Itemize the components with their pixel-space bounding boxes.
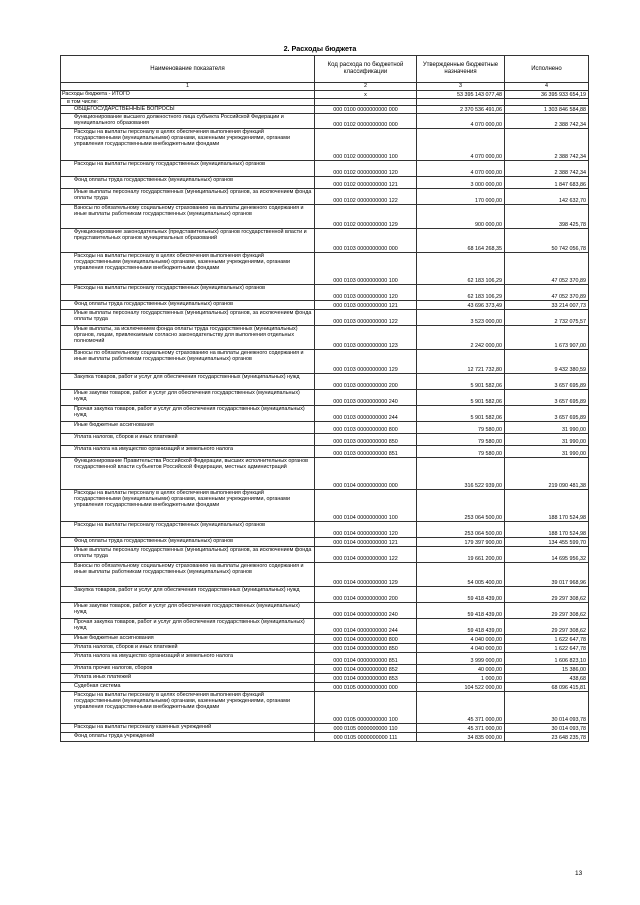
- row-code: 000 0104 0000000000 120: [315, 522, 417, 538]
- column-number: 2: [315, 83, 417, 91]
- row-code: 000 0105 0000000000 111: [315, 733, 417, 742]
- row-code: 000 0104 0000000000 100: [315, 490, 417, 522]
- table-row: [61, 683, 589, 692]
- row-code: 000 0102 0000000000 122: [315, 189, 417, 205]
- row-executed: 33 214 007,73: [505, 301, 589, 310]
- row-code: 000 0102 0000000000 121: [315, 177, 417, 189]
- row-executed: 68 096 415,81: [505, 683, 589, 692]
- row-executed: 50 742 056,78: [505, 229, 589, 253]
- row-approved: 316 522 939,00: [417, 458, 505, 490]
- row-executed: 1 622 647,78: [505, 644, 589, 653]
- row-executed: 1 606 823,10: [505, 653, 589, 665]
- row-code: [315, 99, 417, 106]
- row-executed: 188 170 524,98: [505, 522, 589, 538]
- page-number: 13: [575, 870, 583, 877]
- row-executed: 219 090 481,38: [505, 458, 589, 490]
- row-code: 000 0104 0000000000 244: [315, 619, 417, 635]
- row-name: Уплата налога на имущество организаций и земельного налога: [61, 653, 315, 665]
- table-row: [61, 326, 589, 350]
- row-name: Уплата налога на имущество организаций и земельного налога: [61, 446, 315, 458]
- row-approved: 179 397 900,00: [417, 538, 505, 547]
- row-code: 000 0103 0000000000 200: [315, 374, 417, 390]
- row-name: в том числе:: [61, 99, 315, 106]
- row-name: Расходы на выплаты персоналу в целях обеспечения выполнения функций государственными (муниципальными) органами, казенными учреждениями, органами управления государственными внебюджетными фондами: [61, 129, 315, 161]
- row-approved: 79 580,00: [417, 434, 505, 446]
- row-executed: 134 455 599,70: [505, 538, 589, 547]
- row-approved: 4 070 000,00: [417, 161, 505, 177]
- row-executed: 31 990,00: [505, 446, 589, 458]
- row-name: ОБЩЕГОСУДАРСТВЕННЫЕ ВОПРОСЫ: [61, 106, 315, 114]
- header-code: Код расхода по бюджетной классификации: [315, 56, 417, 83]
- row-approved: 1 000,00: [417, 674, 505, 683]
- row-approved: 4 070 000,00: [417, 114, 505, 129]
- row-approved: 59 418 439,00: [417, 603, 505, 619]
- row-code: 000 0104 0000000000 800: [315, 635, 417, 644]
- row-approved: 62 183 106,29: [417, 285, 505, 301]
- table-row: [61, 91, 589, 99]
- row-approved: 2 370 536 491,06: [417, 106, 505, 114]
- column-number: 3: [417, 83, 505, 91]
- row-executed: 30 014 093,78: [505, 724, 589, 733]
- row-code: 000 0103 0000000000 100: [315, 253, 417, 285]
- row-name: Функционирование законодательных (представительных) органов государственной власти и представительных органов муниципальных образований: [61, 229, 315, 253]
- row-code: 000 0105 0000000000 000: [315, 683, 417, 692]
- row-approved: 45 371 000,00: [417, 692, 505, 724]
- row-name: Расходы бюджета - ИТОГО: [61, 91, 315, 99]
- row-name: Уплата иных платежей: [61, 674, 315, 683]
- table-row: [61, 422, 589, 434]
- row-code: 000 0105 0000000000 100: [315, 692, 417, 724]
- row-executed: 142 632,70: [505, 189, 589, 205]
- row-approved: 40 000,00: [417, 665, 505, 674]
- row-executed: 30 014 093,78: [505, 692, 589, 724]
- row-name: Уплата прочих налогов, сборов: [61, 665, 315, 674]
- row-code: 000 0104 0000000000 851: [315, 653, 417, 665]
- table-row: [61, 587, 589, 603]
- table-row: [61, 665, 589, 674]
- row-name: Иные выплаты персоналу государственных (муниципальных) органов, за исключением фонда оплаты труда: [61, 189, 315, 205]
- row-executed: 29 297 308,62: [505, 603, 589, 619]
- row-approved: 79 580,00: [417, 422, 505, 434]
- table-row: [61, 635, 589, 644]
- table-row: [61, 619, 589, 635]
- row-code: 000 0103 0000000000 123: [315, 326, 417, 350]
- row-executed: 15 386,00: [505, 665, 589, 674]
- table-row: [61, 350, 589, 374]
- row-code: 000 0105 0000000000 110: [315, 724, 417, 733]
- row-code: 000 0102 0000000000 000: [315, 114, 417, 129]
- row-name: Расходы на выплаты персоналу казенных учреждений: [61, 724, 315, 733]
- row-executed: 47 052 370,89: [505, 285, 589, 301]
- row-code: 000 0104 0000000000 000: [315, 458, 417, 490]
- table-row: [61, 253, 589, 285]
- row-approved: 68 164 268,35: [417, 229, 505, 253]
- row-executed: 14 695 956,32: [505, 547, 589, 563]
- row-code: 000 0103 0000000000 851: [315, 446, 417, 458]
- table-row: [61, 310, 589, 326]
- row-approved: 4 040 000,00: [417, 635, 505, 644]
- table-row: [61, 490, 589, 522]
- row-name: Расходы на выплаты персоналу государственных (муниципальных) органов: [61, 522, 315, 538]
- table-row: [61, 205, 589, 229]
- row-approved: 3 000 000,00: [417, 177, 505, 189]
- row-name: Расходы на выплаты персоналу государственных (муниципальных) органов: [61, 161, 315, 177]
- row-name: Прочая закупка товаров, работ и услуг для обеспечения государственных (муниципальных) нужд: [61, 619, 315, 635]
- row-approved: 12 721 732,80: [417, 350, 505, 374]
- table-row: [61, 653, 589, 665]
- row-executed: 1 622 647,78: [505, 635, 589, 644]
- row-code: 000 0102 0000000000 100: [315, 129, 417, 161]
- row-code: 000 0103 0000000000 121: [315, 301, 417, 310]
- row-name: Функционирование Правительства Российской Федерации, высших исполнительных органов государственной власти субъектов Российской Федерации, местных администраций: [61, 458, 315, 490]
- row-executed: 1 673 907,00: [505, 326, 589, 350]
- header-executed: Исполнено: [505, 56, 589, 83]
- table-row: [61, 374, 589, 390]
- row-name: Расходы на выплаты персоналу в целях обеспечения выполнения функций государственными (муниципальными) органами, казенными учреждениями, органами управления государственными внебюджетными фондами: [61, 253, 315, 285]
- row-approved: 79 580,00: [417, 446, 505, 458]
- row-approved: 34 835 000,00: [417, 733, 505, 742]
- row-name: Функционирование высшего должностного лица субъекта Российской Федерации и муниципального образования: [61, 114, 315, 129]
- row-executed: 1 303 846 584,88: [505, 106, 589, 114]
- row-name: Расходы на выплаты персоналу государственных (муниципальных) органов: [61, 285, 315, 301]
- row-approved: 5 901 582,06: [417, 406, 505, 422]
- row-executed: 29 297 308,62: [505, 619, 589, 635]
- row-executed: 3 657 695,89: [505, 374, 589, 390]
- row-executed: 398 425,78: [505, 205, 589, 229]
- row-approved: 62 183 106,29: [417, 253, 505, 285]
- table-row: [61, 603, 589, 619]
- row-code: 000 0104 0000000000 240: [315, 603, 417, 619]
- table-row: [61, 446, 589, 458]
- row-code: 000 0103 0000000000 244: [315, 406, 417, 422]
- table-row: [61, 406, 589, 422]
- row-name: Иные выплаты персоналу государственных (муниципальных) органов, за исключением фонда оплаты труда: [61, 310, 315, 326]
- row-approved: 2 242 000,00: [417, 326, 505, 350]
- row-executed: 2 388 742,34: [505, 129, 589, 161]
- header-name: Наименование показателя: [61, 56, 315, 83]
- row-name: Фонд оплаты труда государственных (муниципальных) органов: [61, 177, 315, 189]
- row-name: Уплата налогов, сборов и иных платежей: [61, 434, 315, 446]
- row-approved: 45 371 000,00: [417, 724, 505, 733]
- row-executed: 39 017 968,96: [505, 563, 589, 587]
- row-executed: 2 388 742,34: [505, 161, 589, 177]
- row-name: Судебная система: [61, 683, 315, 692]
- header-approved: Утвержденные бюджетные назначения: [417, 56, 505, 83]
- row-code: 000 0102 0000000000 129: [315, 205, 417, 229]
- table-row: [61, 674, 589, 683]
- row-code: 000 0104 0000000000 850: [315, 644, 417, 653]
- table-row: [61, 538, 589, 547]
- table-row: [61, 301, 589, 310]
- table-row: [61, 114, 589, 129]
- row-name: Взносы по обязательному социальному страхованию на выплаты денежного содержания и иные выплаты работникам государственных (муниципальных) органов: [61, 350, 315, 374]
- row-executed: 2 388 742,34: [505, 114, 589, 129]
- row-approved: 900 000,00: [417, 205, 505, 229]
- row-name: Закупка товаров, работ и услуг для обеспечения государственных (муниципальных) нужд: [61, 374, 315, 390]
- table-body: [61, 91, 589, 742]
- table-row: [61, 189, 589, 205]
- table-row: [61, 724, 589, 733]
- row-executed: 47 052 370,89: [505, 253, 589, 285]
- table-row: [61, 644, 589, 653]
- table-row: [61, 522, 589, 538]
- column-number: 1: [61, 83, 315, 91]
- row-name: Закупка товаров, работ и услуг для обеспечения государственных (муниципальных) нужд: [61, 587, 315, 603]
- table-row: [61, 229, 589, 253]
- table-row: [61, 99, 589, 106]
- row-executed: 29 297 308,62: [505, 587, 589, 603]
- row-code: 000 0103 0000000000 122: [315, 310, 417, 326]
- row-approved: 253 064 500,00: [417, 522, 505, 538]
- row-code: 000 0104 0000000000 852: [315, 665, 417, 674]
- row-approved: 5 901 582,06: [417, 390, 505, 406]
- row-name: Иные выплаты персоналу государственных (муниципальных) органов, за исключением фонда оплаты труда: [61, 547, 315, 563]
- table-row: [61, 434, 589, 446]
- column-number: 4: [505, 83, 589, 91]
- row-approved: 5 901 582,06: [417, 374, 505, 390]
- row-code: x: [315, 91, 417, 99]
- row-approved: 4 070 000,00: [417, 129, 505, 161]
- row-code: 000 0100 0000000000 000: [315, 106, 417, 114]
- table-row: [61, 390, 589, 406]
- row-approved: 253 064 500,00: [417, 490, 505, 522]
- row-code: 000 0103 0000000000 120: [315, 285, 417, 301]
- row-name: Иные бюджетные ассигнования: [61, 422, 315, 434]
- table-row: [61, 563, 589, 587]
- row-executed: [505, 99, 589, 106]
- row-approved: 170 000,00: [417, 189, 505, 205]
- row-executed: 1 847 683,86: [505, 177, 589, 189]
- row-name: Иные закупки товаров, работ и услуг для обеспечения государственных (муниципальных) нужд: [61, 603, 315, 619]
- section-title: 2. Расходы бюджета: [283, 44, 357, 53]
- row-approved: 54 005 400,00: [417, 563, 505, 587]
- table-row: [61, 692, 589, 724]
- row-name: Иные выплаты, за исключением фонда оплаты труда государственных (муниципальных) органов, лицам, привлекаемым согласно законодательству для выполнения отдельных полномочий: [61, 326, 315, 350]
- table-row: [61, 106, 589, 114]
- row-name: Расходы на выплаты персоналу в целях обеспечения выполнения функций государственными (муниципальными) органами, казенными учреждениями, органами управления государственными внебюджетными фондами: [61, 692, 315, 724]
- row-executed: 438,68: [505, 674, 589, 683]
- row-name: Расходы на выплаты персоналу в целях обеспечения выполнения функций государственными (муниципальными) органами, казенными учреждениями, органами управления государственными внебюджетными фондами: [61, 490, 315, 522]
- row-name: Уплата налогов, сборов и иных платежей: [61, 644, 315, 653]
- expenditure-table: [60, 55, 589, 742]
- row-name: Прочая закупка товаров, работ и услуг для обеспечения государственных (муниципальных) нужд: [61, 406, 315, 422]
- row-executed: 3 657 695,89: [505, 406, 589, 422]
- row-name: Фонд оплаты труда государственных (муниципальных) органов: [61, 301, 315, 310]
- row-approved: 19 661 200,00: [417, 547, 505, 563]
- row-name: Взносы по обязательному социальному страхованию на выплаты денежного содержания и иные выплаты работникам государственных (муниципальных) органов: [61, 205, 315, 229]
- row-code: 000 0103 0000000000 129: [315, 350, 417, 374]
- row-executed: 2 732 075,57: [505, 310, 589, 326]
- row-code: 000 0102 0000000000 120: [315, 161, 417, 177]
- row-approved: 59 418 439,00: [417, 619, 505, 635]
- table-header-row: [61, 56, 589, 83]
- row-code: 000 0104 0000000000 121: [315, 538, 417, 547]
- row-code: 000 0103 0000000000 000: [315, 229, 417, 253]
- row-code: 000 0103 0000000000 800: [315, 422, 417, 434]
- table-row: [61, 177, 589, 189]
- row-code: 000 0103 0000000000 240: [315, 390, 417, 406]
- row-approved: 4 040 000,00: [417, 644, 505, 653]
- row-executed: 31 990,00: [505, 422, 589, 434]
- row-code: 000 0104 0000000000 122: [315, 547, 417, 563]
- table-row: [61, 547, 589, 563]
- row-name: Взносы по обязательному социальному страхованию на выплаты денежного содержания и иные выплаты работникам государственных (муниципальных) органов: [61, 563, 315, 587]
- row-code: 000 0104 0000000000 853: [315, 674, 417, 683]
- row-approved: [417, 99, 505, 106]
- table-row: [61, 285, 589, 301]
- row-approved: 53 395 143 077,48: [417, 91, 505, 99]
- row-executed: 23 648 235,78: [505, 733, 589, 742]
- row-executed: 36 395 933 654,19: [505, 91, 589, 99]
- row-name: Иные закупки товаров, работ и услуг для обеспечения государственных (муниципальных) нужд: [61, 390, 315, 406]
- row-name: Иные бюджетные ассигнования: [61, 635, 315, 644]
- row-code: 000 0104 0000000000 129: [315, 563, 417, 587]
- row-approved: 3 523 000,00: [417, 310, 505, 326]
- row-approved: 3 999 000,00: [417, 653, 505, 665]
- table-row: [61, 161, 589, 177]
- row-name: Фонд оплаты труда учреждений: [61, 733, 315, 742]
- row-approved: 104 522 000,00: [417, 683, 505, 692]
- table-row: [61, 458, 589, 490]
- table-row: [61, 733, 589, 742]
- table-row: [61, 129, 589, 161]
- column-number-row: [61, 83, 589, 91]
- row-executed: 31 990,00: [505, 434, 589, 446]
- row-executed: 9 432 380,59: [505, 350, 589, 374]
- row-executed: 3 657 695,89: [505, 390, 589, 406]
- row-approved: 59 418 439,00: [417, 587, 505, 603]
- row-approved: 43 696 373,49: [417, 301, 505, 310]
- row-code: 000 0103 0000000000 850: [315, 434, 417, 446]
- row-code: 000 0104 0000000000 200: [315, 587, 417, 603]
- row-name: Фонд оплаты труда государственных (муниципальных) органов: [61, 538, 315, 547]
- row-executed: 188 170 524,98: [505, 490, 589, 522]
